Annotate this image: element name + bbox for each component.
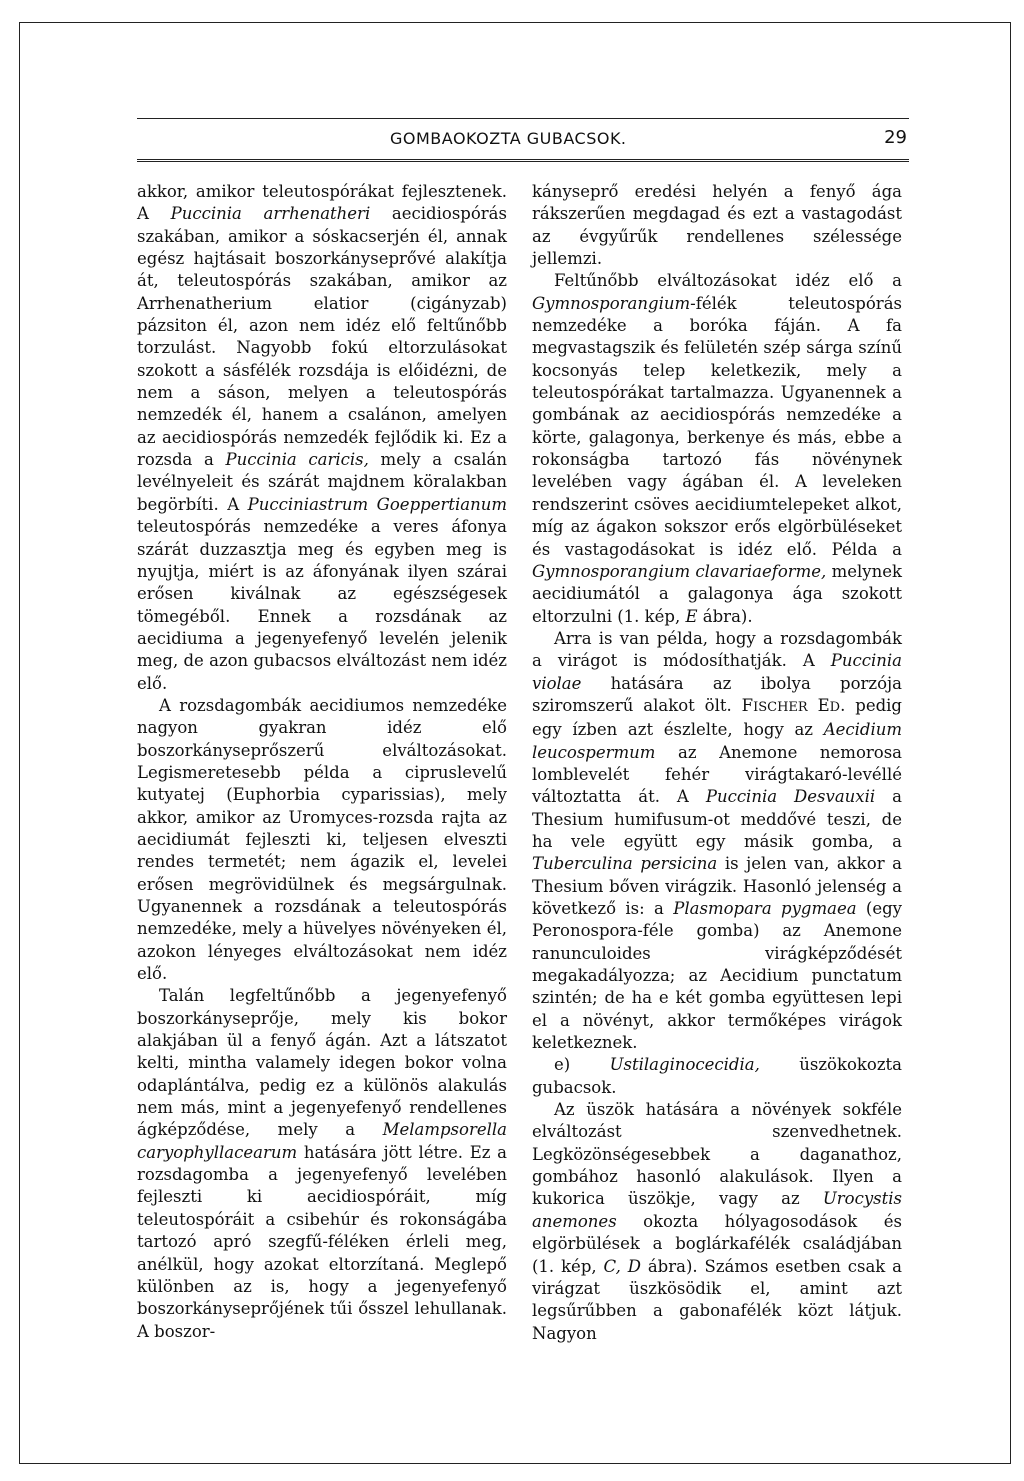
- paragraph: Feltűnőbb elváltozásokat idéz elő a Gymnosporangium-félék teleutospórás nemzedéke a boróka fáján. A fa megvastagszik és felületén szép sárga színű kocsonyás telep keletkezik, mely a teleutospórákat tartalmazza. Ugyanennek a gombának az aecidiospórás nemzedéke a körte, galagonya, berkenye és más, ebbe a rokonságba tartozó fás növénynek levelében vagy ágában él. A leveleken rendszerint csöves aecidiumtelepeket alkot, míg az ágakon sokszor erős elgörbüléseket és vastagodásokat is idéz elő. Példa a Gymnosporangium clavariaeforme, melynek aecidiumától a galagonya ága szokott eltorzulni (1. kép, E ábra).: [532, 271, 902, 626]
- page-number: 29: [884, 127, 907, 148]
- paragraph: kányseprő eredési helyén a fenyő ága rákszerűen megdagad és ezt a vastagodást az évgyűrűk rendellenes szélessége jellemzi.: [532, 182, 902, 269]
- right-column: [532, 181, 902, 1345]
- paragraph: Az üszök hatására a növények sokféle elváltozást szenvedhetnek. Legközönségesebbek a daganathoz, gombához hasonló alakulások. Ilyen a kukorica üszökje, vagy az Urocystis anemones okozta hólyagosodások és elgörbülések a boglárkafélék családjában (1. kép, C, D ábra). Számos esetben csak a virágzat üszkösödik el, amint azt legsűrűbben a gabonafélék közt látjuk. Nagyon: [532, 1100, 903, 1343]
- running-header: [137, 118, 909, 162]
- paragraph: akkor, amikor teleutospórákat fejlesztenek. A Puccinia arrhenatheri aecidiospórás szakában, amikor a sóskacserjén él, annak egész hajtásait boszorkányseprővé alakítja át, teleutospórás szakában, amikor az Arrhenatherium elatior (cigányzab) pázsiton él, azon nem idéz elő feltűnőbb torzulást. Nagyobb fokú eltorzulásokat szokott a sásfélék rozsdája is előidézni, de nem a sáson, melyen a teleutospórás nemzedék él, hanem a csalánon, amelyen az aecidiospórás nemzedék fejlődik ki. Ez a rozsda a Puccinia caricis, mely a csalán levélnyeleit és szárát majdnem köralakban begörbíti. A Pucciniastrum Goeppertianum teleutospórás nemzedéke a veres áfonya szárát duzzasztja meg és egyben meg is nyujtja, miért is az áfonyának ilyen szárai erősen kiválnak az egészségesek tömegéből. Ennek a rozsdának az aecidiuma a jegenyefenyő levelén jelenik meg, de azon gubacsos elváltozást nem idéz elő.: [137, 182, 507, 693]
- paragraph: e) Ustilaginocecidia, üszökokozta gubacsok.: [532, 1055, 902, 1097]
- paragraph: Talán legfeltűnőbb a jegenyefenyő boszorkányseprője, mely kis bokor alakjában ül a fenyő ágán. Azt a látszatot kelti, mintha valamely idegen bokor volna odaplántálva, pedig ez a különös alakulás nem más, mint a jegenyefenyő rendellenes ágképződése, mely a Melampsorella caryophyllacearum hatására jött létre. Ez a rozsdagomba a jegenyefenyő levelében fejleszti ki aecidiospóráit, míg teleutospóráit a csibehúr és rokonságába tartozó apró szegfű-féléken érleli meg, anélkül, hogy azokat eltorzítaná. Meglepő különben az is, hogy a jegenyefenyő boszorkányseprőjének tűi ősszel lehullanak. A boszor-: [137, 986, 507, 1341]
- paragraph: Arra is van példa, hogy a rozsdagombák a virágot is módosíthatják. A Puccinia violae hatására az ibolya porzója sziromszerű alakot ölt. FISCHER ED. pedig egy ízben azt észlelte, hogy az Aecidium leucospermum az Anemone nemorosa lomblevelét fehér virágtakaró-levéllé változtatta át. A Puccinia Desvauxii a Thesium humifusum-ot meddővé teszi, de ha vele együtt egy másik gomba, a Tuberculina persicina is jelen van, akkor a Thesium bőven virágzik. Hasonló jelenség a következő is: a Plasmopara pygmaea (egy Peronospora-féle gomba) az Anemone ranunculoides virágképződését megakadályozza; az Aecidium punctatum szintén; de ha e két gomba együttesen lepi el a növényt, akkor termőképes virágok keletkeznek.: [532, 628, 902, 1053]
- left-column: [137, 181, 507, 1343]
- running-title: GOMBAOKOZTA GUBACSOK.: [390, 129, 627, 148]
- paragraph: A rozsdagombák aecidiumos nemzedéke nagyon gyakran idéz elő boszorkányseprőszerű elváltozásokat. Legismeretesebb példa a cipruslevelű kutyatej (Euphorbia cyparissias), mely akkor, amikor az Uromyces-rozsda rajta az aecidiumát fejleszti ki, teljesen elveszti rendes termetét; nem ágazik el, levelei erősen megrövidülnek és megsárgulnak. Ugyanennek a rozsdának a teleutospórás nemzedéke, mely a hüvelyes növényeken él, azokon lényeges elváltozásokat nem idéz elő.: [137, 695, 507, 984]
